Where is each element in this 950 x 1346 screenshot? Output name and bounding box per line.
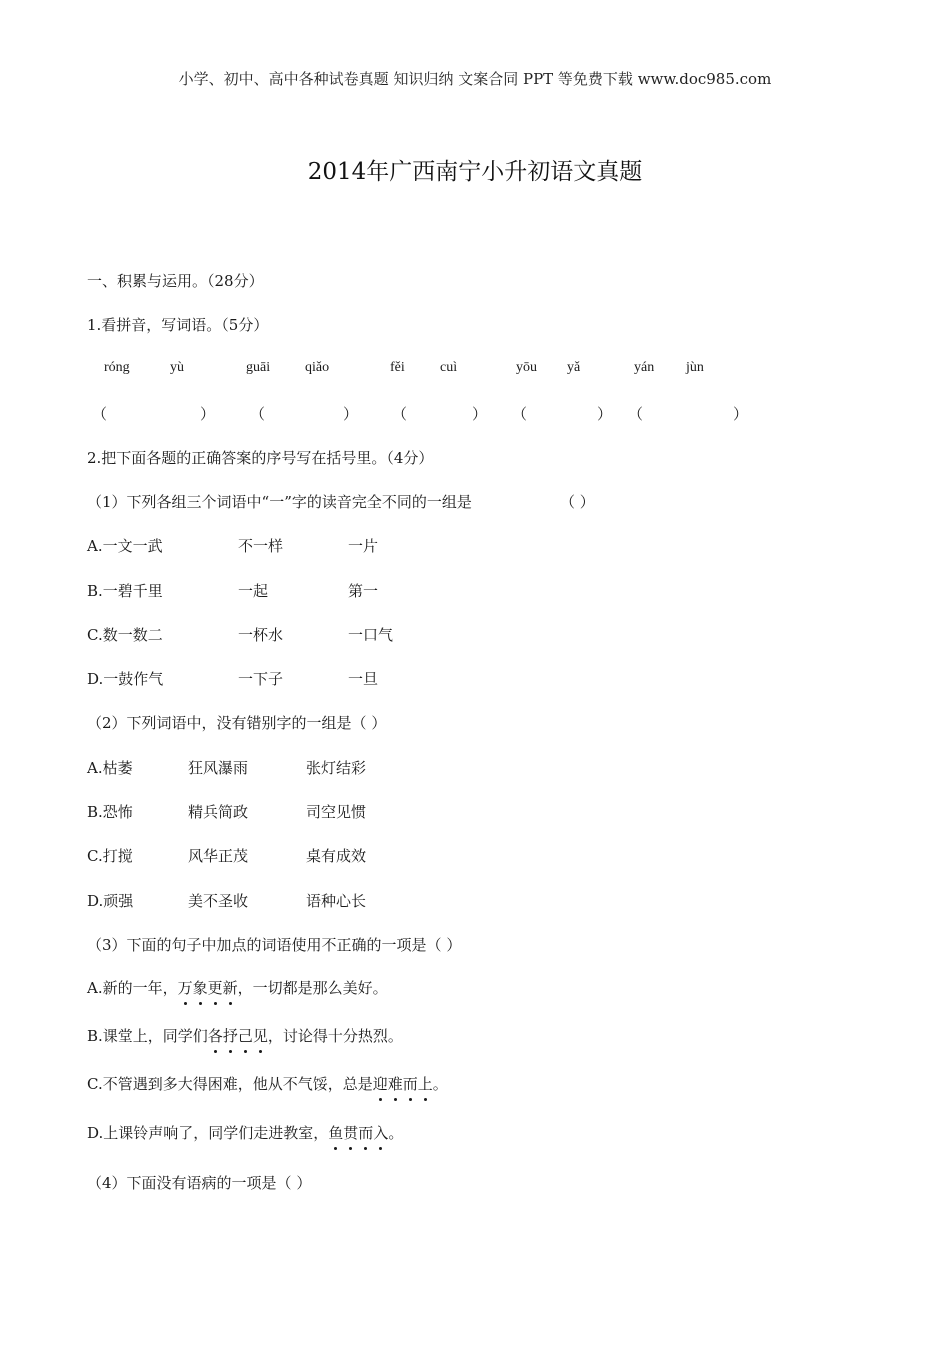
blank-close-paren: ） [200, 405, 216, 423]
dotted-char: 迎 [372, 1075, 388, 1093]
subquestion-4-stem: （4）下面没有语病的一项是（ ） [87, 1174, 312, 1192]
question-2-stem: 2.把下面各题的正确答案的序号写在括号里。（4分） [87, 449, 434, 467]
option-word: 一旦 [348, 670, 379, 688]
option-word: 风华正茂 [188, 847, 249, 865]
dotted-char: 而 [402, 1075, 418, 1093]
option-word: 一口气 [348, 626, 394, 644]
answer-paren[interactable]: （ ） [560, 493, 595, 511]
dotted-char: 各 [207, 1027, 223, 1045]
option-word: 美不圣收 [188, 892, 249, 910]
blank-open-paren[interactable]: （ [92, 405, 108, 423]
blank-close-paren: ） [343, 405, 359, 423]
option-a [87, 977, 388, 998]
option-word: 司空见惯 [306, 803, 367, 821]
option-c: C.数一数二 [87, 626, 163, 644]
dotted-char: 象 [192, 979, 208, 997]
dotted-char: 抒 [222, 1027, 238, 1045]
dotted-char: 万 [177, 979, 193, 997]
blank-close-paren: ） [472, 405, 488, 423]
option-b: B.恐怖 [87, 803, 133, 821]
option-word: 不一样 [238, 537, 284, 555]
option-word: 张灯结彩 [306, 759, 367, 777]
blank-open-paren[interactable]: （ [250, 405, 266, 423]
blank-open-paren[interactable]: （ [392, 405, 408, 423]
dotted-char: 己 [237, 1027, 253, 1045]
pinyin: cuì [440, 360, 458, 375]
dotted-char: 见 [252, 1027, 268, 1045]
question-1-stem: 1.看拼音，写词语。（5分） [87, 316, 269, 334]
pinyin: yán [634, 360, 655, 375]
blank-open-paren[interactable]: （ [512, 405, 528, 423]
option-word: 精兵简政 [188, 803, 249, 821]
option-text: ，一切都是那么美好。 [237, 979, 388, 997]
dotted-char: 更 [207, 979, 223, 997]
dotted-char: 新 [222, 979, 238, 997]
page-header: 小学、初中、高中各种试卷真题 知识归纳 文案合同 PPT 等免费下载 www.doc985.com [178, 70, 772, 88]
pinyin: guāi [246, 360, 271, 375]
option-word: 语种心长 [306, 892, 367, 910]
dotted-char: 贯 [343, 1124, 359, 1142]
option-d: D.一鼓作气 [87, 670, 164, 688]
pinyin: yǎ [567, 360, 581, 375]
option-word: 狂风瀑雨 [188, 759, 249, 777]
option-c [87, 1073, 448, 1094]
option-word: 一起 [238, 582, 269, 600]
section-heading: 一、积累与运用。（28分） [87, 272, 264, 290]
option-text: C.不管遇到多大得困难，他从不气馁，总是 [87, 1075, 373, 1093]
pinyin: yōu [516, 360, 537, 375]
subquestion-1-stem: （1）下列各组三个词语中“一”字的读音完全不同的一组是 [87, 493, 472, 511]
page-title: 2014年广西南宁小升初语文真题 [307, 159, 643, 185]
pinyin: qiǎo [305, 360, 330, 375]
option-a: A.一文一武 [87, 537, 163, 555]
option-d [87, 1122, 403, 1143]
dotted-char: 难 [387, 1075, 403, 1093]
subquestion-2-stem: （2）下列词语中，没有错别字的一组是（ ） [87, 714, 387, 732]
subquestion-3-stem: （3）下面的句子中加点的词语使用不正确的一项是（ ） [87, 936, 462, 954]
option-text: ，讨论得十分热烈。 [267, 1027, 403, 1045]
dotted-char: 而 [358, 1124, 374, 1142]
option-word: 一杯水 [238, 626, 284, 644]
pinyin: jùn [686, 360, 704, 375]
option-word: 一片 [348, 537, 379, 555]
blank-close-paren: ） [733, 405, 749, 423]
option-b: B.一碧千里 [87, 582, 163, 600]
option-word: 一下子 [238, 670, 284, 688]
option-word: 桌有成效 [306, 847, 367, 865]
option-c: C.打搅 [87, 847, 133, 865]
option-text: D.上课铃声响了，同学们走进教室， [87, 1124, 329, 1142]
option-a: A.枯萎 [87, 759, 133, 777]
dotted-char: 上 [417, 1075, 433, 1093]
option-text: A.新的一年， [87, 979, 178, 997]
option-word: 第一 [348, 582, 379, 600]
option-b [87, 1025, 403, 1046]
option-text: B.课堂上，同学们 [87, 1027, 208, 1045]
blank-close-paren: ） [597, 405, 613, 423]
dotted-char: 鱼 [328, 1124, 344, 1142]
option-text: 。 [388, 1124, 404, 1142]
pinyin: róng [104, 360, 130, 375]
pinyin: yù [170, 360, 184, 375]
blank-open-paren[interactable]: （ [628, 405, 644, 423]
pinyin: fěi [390, 360, 405, 375]
option-d: D.顽强 [87, 892, 134, 910]
option-text: 。 [432, 1075, 448, 1093]
dotted-char: 入 [373, 1124, 389, 1142]
